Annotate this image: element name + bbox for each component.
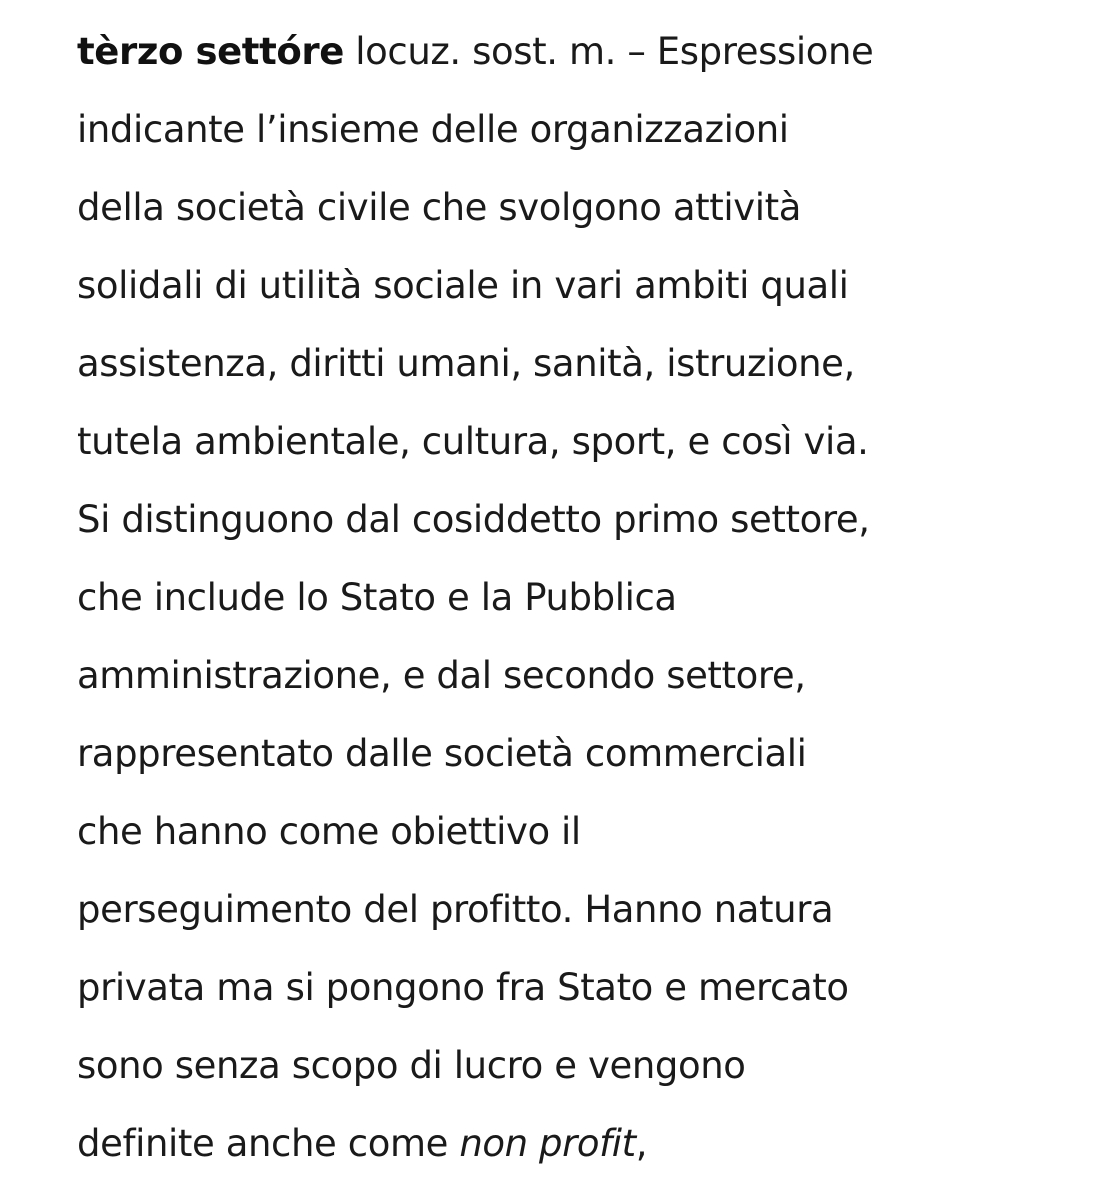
dictionary-entry	[77, 13, 1077, 1183]
entry-line-5: assistenza, diritti umani, sanità, istruzione,	[77, 342, 855, 385]
entry-line-11: che hanno come obiettivo il	[77, 810, 581, 853]
last-line-punct: ,	[635, 1122, 648, 1165]
entry-line-3: della società civile che svolgono attività	[77, 186, 801, 229]
last-line-text: definite anche come	[77, 1122, 460, 1165]
non-profit-term: non profit	[459, 1122, 636, 1165]
entry-line-1	[77, 13, 1077, 91]
entry-line-10: rappresentato dalle società commerciali	[77, 732, 807, 775]
entry-line-9: amministrazione, e dal secondo settore,	[77, 654, 806, 697]
entry-line-6: tutela ambientale, cultura, sport, e così via.	[77, 420, 869, 463]
entry-line-7: Si distinguono dal cosiddetto primo settore,	[77, 498, 870, 541]
entry-line-2: indicante l’insieme delle organizzazioni	[77, 108, 789, 151]
headword: tèrzo settóre	[77, 30, 344, 73]
entry-line-12: perseguimento del profitto. Hanno natura	[77, 888, 834, 931]
entry-line-8: che include lo Stato e la Pubblica	[77, 576, 677, 619]
entry-line-13: privata ma si pongono fra Stato e mercato	[77, 966, 849, 1009]
grammatical-info: locuz. sost. m. – Espressione	[343, 30, 874, 73]
entry-line-4: solidali di utilità sociale in vari ambiti quali	[77, 264, 849, 307]
entry-line-14: sono senza scopo di lucro e vengono	[77, 1044, 746, 1087]
entry-line-15	[77, 1105, 1077, 1183]
